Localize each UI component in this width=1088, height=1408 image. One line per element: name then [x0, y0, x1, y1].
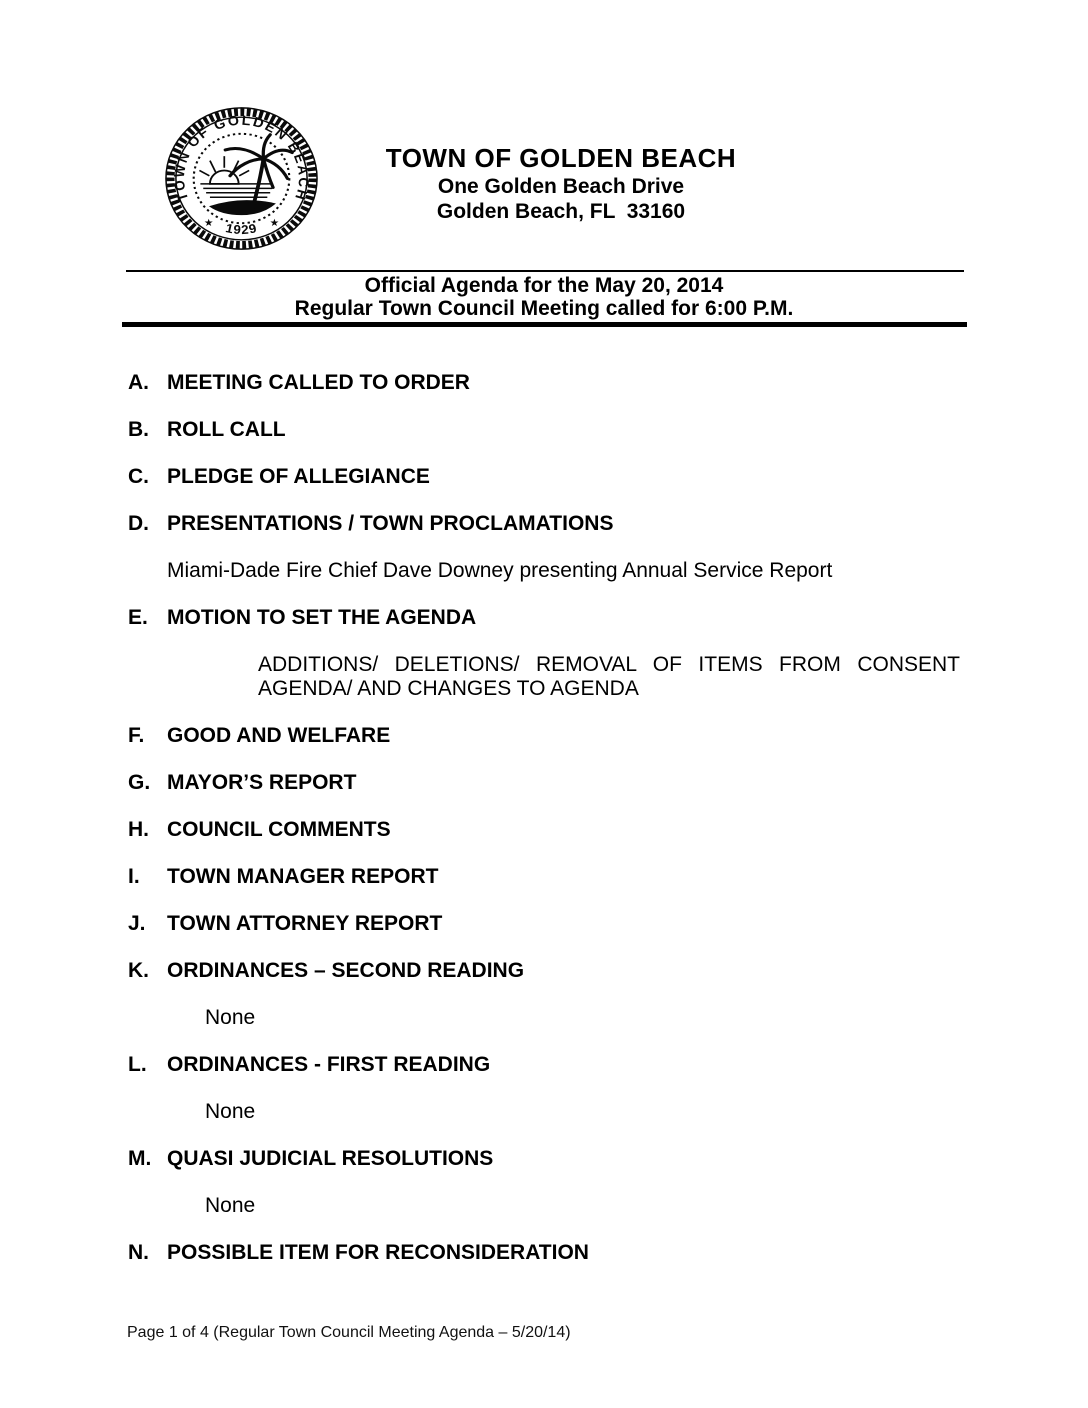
item-letter: H.: [128, 818, 149, 841]
agenda-list: [128, 371, 961, 1288]
item-letter: L.: [128, 1053, 147, 1076]
item-title: MOTION TO SET THE AGENDA: [167, 606, 477, 629]
item-title: COUNCIL COMMENTS: [167, 818, 391, 841]
letterhead: [386, 143, 736, 224]
address-line-2: Golden Beach, FL 33160: [436, 200, 686, 223]
item-title: PLEDGE OF ALLEGIANCE: [167, 465, 430, 488]
item-letter: K.: [128, 959, 149, 982]
item-title: TOWN ATTORNEY REPORT: [167, 912, 443, 935]
agenda-item-h: [128, 818, 961, 842]
seal-ring-text: TOWN OF GOLDEN BEACH: [170, 112, 313, 204]
item-l-note: None: [205, 1100, 256, 1123]
agenda-item-l: [128, 1053, 961, 1077]
item-letter: N.: [128, 1241, 149, 1264]
item-d-note: Miami-Dade Fire Chief Dave Downey presenting Annual Service Report: [167, 559, 833, 582]
svg-text:1929: [224, 221, 259, 237]
agenda-item-c: [128, 465, 961, 489]
agenda-item-j: [128, 912, 961, 936]
item-e-note: ADDITIONS/ DELETIONS/ REMOVAL OF ITEMS FROM CONSENT AGENDA/ AND CHANGES TO AGENDA: [258, 653, 960, 700]
agenda-banner: [123, 274, 965, 320]
agenda-item-f: [128, 724, 961, 748]
town-seal-logo: [165, 107, 318, 250]
item-letter: M.: [128, 1147, 152, 1170]
item-letter: D.: [128, 512, 149, 535]
item-k-note: None: [205, 1006, 256, 1029]
item-letter: J.: [128, 912, 146, 935]
agenda-item-k: [128, 959, 961, 983]
agenda-item-m: [128, 1147, 961, 1171]
item-title: ORDINANCES - FIRST READING: [167, 1053, 491, 1076]
seal-year-text: 1929: [224, 220, 259, 237]
item-letter: I.: [128, 865, 140, 888]
item-letter: E.: [128, 606, 148, 629]
item-letter: C.: [128, 465, 149, 488]
item-m-note: None: [205, 1194, 256, 1217]
item-title: POSSIBLE ITEM FOR RECONSIDERATION: [167, 1241, 589, 1264]
agenda-item-n: [128, 1241, 961, 1265]
item-title: ROLL CALL: [167, 418, 286, 441]
agenda-item-g: [128, 771, 961, 795]
item-letter: F.: [128, 724, 145, 747]
seal-scene: [199, 135, 292, 215]
seal-star-left-icon: ★: [203, 218, 214, 229]
footer-page-info: Page 1 of 4 (Regular Town Council Meeting Agenda – 5/20/14): [127, 1324, 571, 1341]
town-seal-icon: [165, 107, 318, 250]
item-letter: B.: [128, 418, 149, 441]
item-title: QUASI JUDICIAL RESOLUTIONS: [167, 1147, 494, 1170]
agenda-banner-line-2: Regular Town Council Meeting called for 6:00 P.M.: [294, 297, 794, 320]
item-title: MEETING CALLED TO ORDER: [167, 371, 470, 394]
agenda-item-d: [128, 512, 961, 536]
divider-thin: [126, 270, 964, 272]
item-title: GOOD AND WELFARE: [167, 724, 391, 747]
agenda-item-e: [128, 606, 961, 630]
item-title: ORDINANCES – SECOND READING: [167, 959, 525, 982]
item-letter: G.: [128, 771, 151, 794]
agenda-item-b: [128, 418, 961, 442]
agenda-item-a: [128, 371, 961, 395]
item-title: MAYOR’S REPORT: [167, 771, 357, 794]
seal-star-right-icon: ★: [269, 218, 280, 229]
address-line-1: One Golden Beach Drive: [437, 175, 685, 198]
agenda-banner-line-1: Official Agenda for the May 20, 2014: [364, 274, 724, 297]
item-letter: A.: [128, 371, 149, 394]
agenda-item-i: [128, 865, 961, 889]
divider-thick: [122, 322, 967, 327]
item-title: TOWN MANAGER REPORT: [167, 865, 439, 888]
org-name: TOWN OF GOLDEN BEACH: [385, 143, 737, 173]
item-title: PRESENTATIONS / TOWN PROCLAMATIONS: [167, 512, 614, 535]
